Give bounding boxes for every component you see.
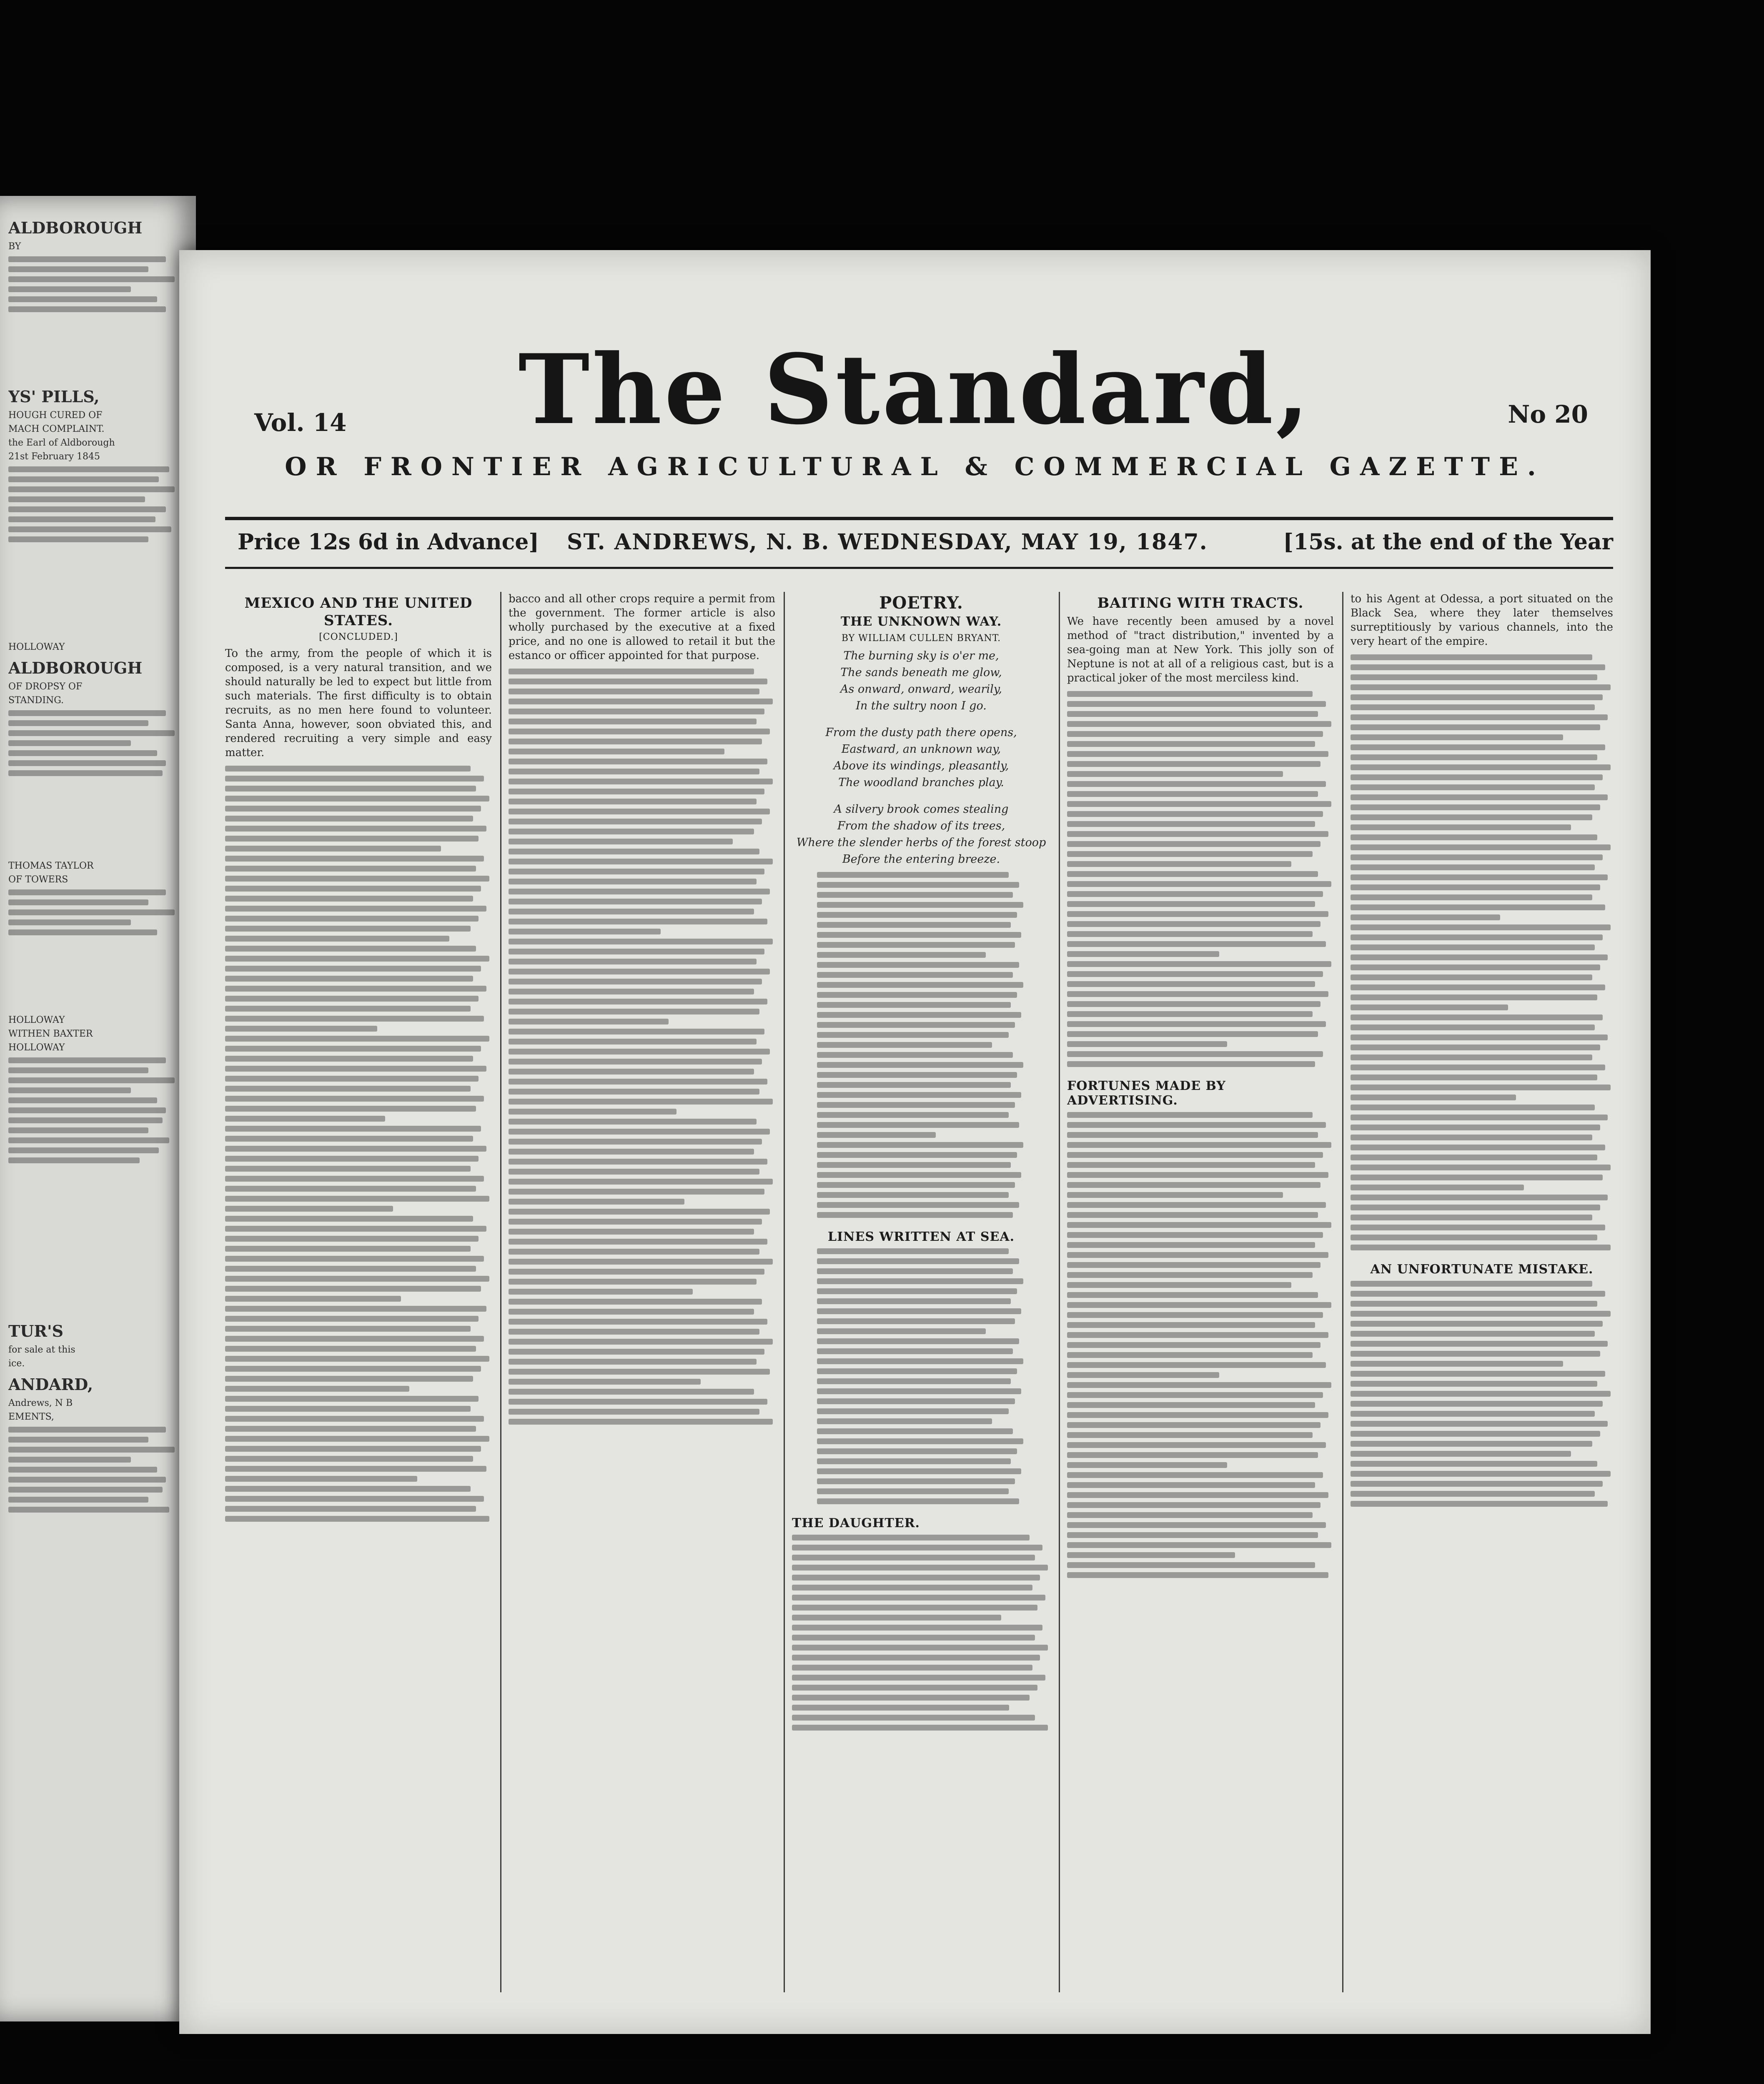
article-body: to his Agent at Odessa, a port situated on the Black Sea, where they later themselves surreptitiously by various channels, into the very heart of the empire. xyxy=(1351,593,1613,648)
lp-line: HOLLOWAY xyxy=(8,1015,65,1025)
lp-line: ALDBOROUGH xyxy=(8,659,143,677)
newspaper-subtitle: OR FRONTIER AGRICULTURAL & COMMERCIAL GAZETTE. xyxy=(285,452,1545,481)
masthead xyxy=(179,250,1651,567)
article-body: To the army, from the people of which it is composed, is a very natural transition, and we should naturally be led to expect but little from such materials. The first difficulty is to obtain recruits, as no men here found to volunteer. Santa Anna, however, soon obviated this, and rendered recruiting a very simple and easy matter. xyxy=(225,647,492,759)
poem-line: Eastward, an unknown way, xyxy=(841,743,1001,756)
lp-line: OF DROPSY OF xyxy=(8,681,83,692)
column-rule xyxy=(1059,592,1060,1992)
poem-line: Before the entering breeze. xyxy=(842,853,1000,866)
section-heading: THE DAUGHTER. xyxy=(792,1516,920,1530)
illegible-text xyxy=(1351,1281,1613,1507)
place-date: ST. ANDREWS, N. B. WEDNESDAY, MAY 19, 1847. xyxy=(567,529,1208,555)
adjacent-page-column xyxy=(8,213,183,1635)
lp-line: the Earl of Aldborough xyxy=(8,438,115,448)
lp-line: HOLLOWAY xyxy=(8,1042,65,1053)
column-rule xyxy=(784,592,785,1992)
poem-line: The sands beneath me glow, xyxy=(840,666,1002,679)
lp-line: STANDING. xyxy=(8,695,64,706)
poem-author: BY WILLIAM CULLEN BRYANT. xyxy=(841,633,1001,644)
column-2 xyxy=(509,592,775,1992)
column-1 xyxy=(225,592,492,1992)
poem-line: Above its windings, pleasantly, xyxy=(833,759,1009,772)
column-4 xyxy=(1067,592,1334,1992)
section-heading: AN UNFORTUNATE MISTAKE. xyxy=(1370,1262,1594,1277)
section-heading: LINES WRITTEN AT SEA. xyxy=(827,1230,1015,1244)
poem-line: The woodland branches play. xyxy=(838,776,1004,789)
lp-line: ice. xyxy=(8,1358,25,1369)
article-body: We have recently been amused by a novel method of "tract distribution," invented by a sea-going man at New York. This jolly son of Neptune is not at all of a religious cast, but is a practical joker of the most merciless kind. xyxy=(1067,615,1334,684)
masthead-rule xyxy=(225,517,1613,520)
lp-illegible xyxy=(8,1057,183,1316)
column-rule xyxy=(1342,592,1343,1992)
newspaper-title: The Standard, xyxy=(518,333,1312,446)
columns xyxy=(225,592,1613,1992)
poem-line: The burning sky is o'er me, xyxy=(843,649,999,662)
illegible-text xyxy=(792,1535,1050,1731)
poem-line: As onward, onward, wearily, xyxy=(840,683,1002,696)
article-subheading: [CONCLUDED.] xyxy=(319,632,398,642)
column-rule xyxy=(500,592,501,1992)
dateline xyxy=(225,529,1613,563)
lp-illegible xyxy=(8,889,183,1014)
illegible-text xyxy=(1067,691,1334,1067)
article-heading: BAITING WITH TRACTS. xyxy=(1097,595,1304,611)
poem-title: THE UNKNOWN WAY. xyxy=(840,614,1002,629)
volume-label: Vol. 14 xyxy=(254,408,347,437)
poem-line: Where the slender herbs of the forest stoop xyxy=(796,836,1046,849)
lp-illegible xyxy=(8,466,183,641)
lp-line: HOUGH CURED OF xyxy=(8,410,103,421)
column-5 xyxy=(1351,592,1613,1992)
lp-line: THOMAS TAYLOR xyxy=(8,861,94,871)
article-body: bacco and all other crops require a permit from the government. The former article is also wholly purchased by the executive at a fixed price, and no one is allowed to retail it but the estanco or officer appointed for that purpose. xyxy=(509,593,775,662)
poem-body xyxy=(792,648,1050,868)
lp-line: HOLLOWAY xyxy=(8,642,65,652)
poem-line: A silvery brook comes stealing xyxy=(834,803,1009,816)
poem-line: From the shadow of its trees, xyxy=(837,819,1005,832)
lp-line: TUR'S xyxy=(8,1322,64,1340)
lp-illegible xyxy=(8,256,183,381)
lp-line: ALDBOROUGH xyxy=(8,218,143,237)
poem-line: From the dusty path there opens, xyxy=(825,726,1017,739)
column-3 xyxy=(792,592,1050,1992)
illegible-text xyxy=(509,669,775,1425)
issue-number: No 20 xyxy=(1508,400,1588,428)
adjacent-page-fragment xyxy=(0,196,196,2021)
lp-line: EMENTS, xyxy=(8,1412,54,1422)
lp-line: WITHEN BAXTER xyxy=(8,1029,93,1039)
lp-line: Andrews, N B xyxy=(8,1398,73,1408)
price-label: Price 12s 6d in Advance] xyxy=(238,529,539,555)
lp-line: ANDARD, xyxy=(8,1375,93,1394)
lp-line: BY xyxy=(8,241,21,252)
lp-line: YS' PILLS, xyxy=(8,387,100,406)
poetry-heading: POETRY. xyxy=(879,593,963,613)
lp-illegible xyxy=(8,710,183,860)
lp-illegible xyxy=(8,1427,183,1635)
end-of-year-price: [15s. at the end of the Year xyxy=(1283,529,1613,555)
illegible-text xyxy=(1351,654,1613,1250)
lp-line: OF TOWERS xyxy=(8,874,68,885)
lp-line: 21st February 1845 xyxy=(8,451,100,462)
illegible-text xyxy=(1067,1112,1334,1578)
poem-line: In the sultry noon I go. xyxy=(856,699,987,712)
illegible-text xyxy=(225,766,492,1522)
illegible-text xyxy=(817,1248,1025,1504)
section-heading: FORTUNES MADE BY ADVERTISING. xyxy=(1067,1079,1226,1108)
illegible-text xyxy=(817,872,1025,1218)
article-heading: MEXICO AND THE UNITED STATES. xyxy=(244,595,473,629)
lp-line: for sale at this xyxy=(8,1345,75,1355)
lp-line: MACH COMPLAINT. xyxy=(8,424,105,434)
newspaper-page xyxy=(179,250,1651,2034)
dateline-rule xyxy=(225,567,1613,569)
